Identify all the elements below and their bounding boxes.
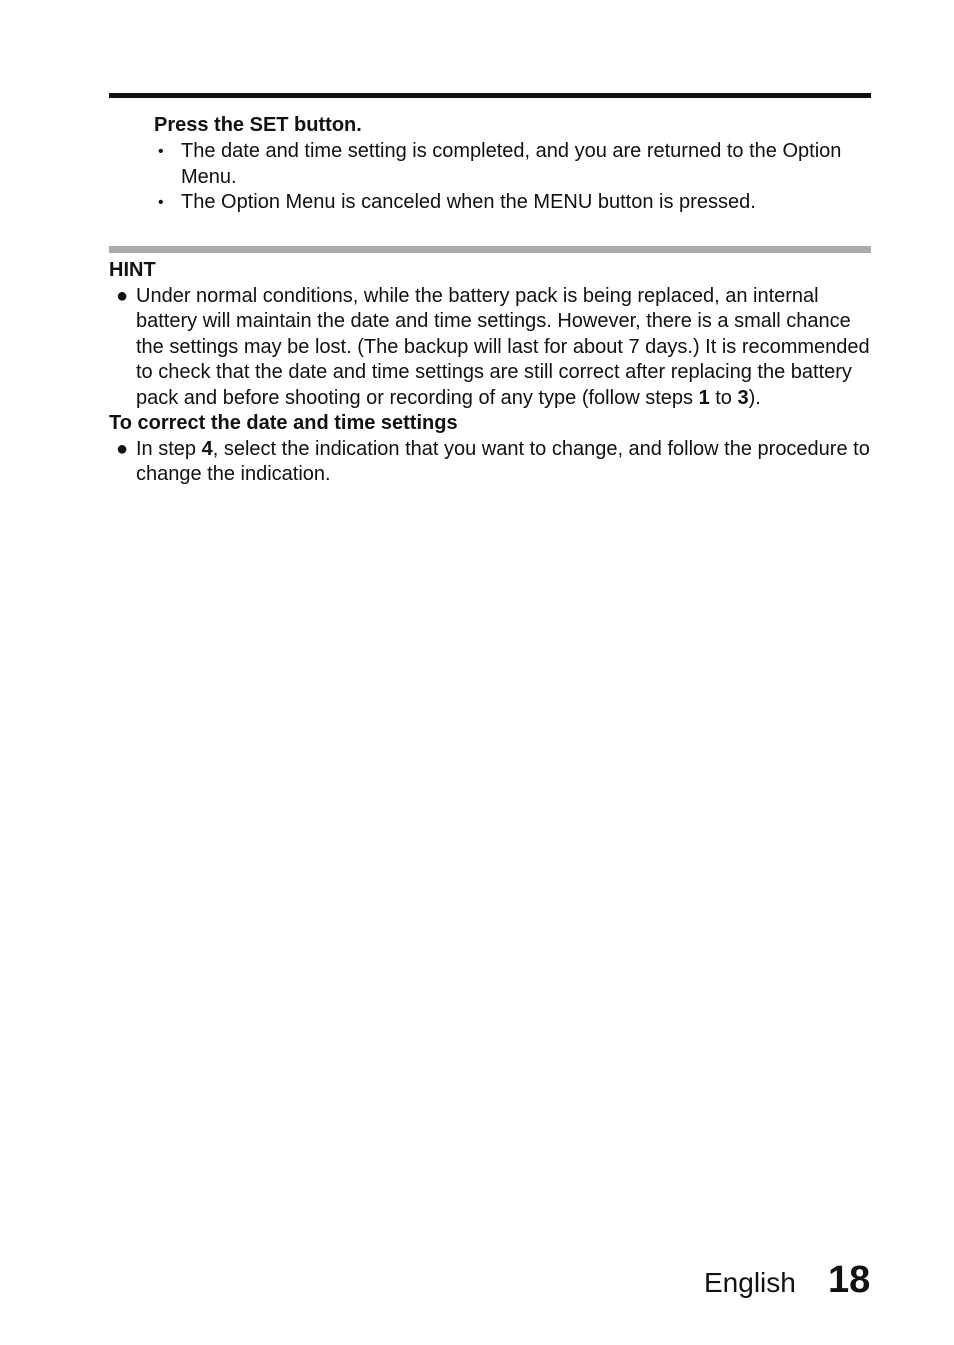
hint-title: HINT <box>109 259 156 281</box>
bullet-icon: ● <box>116 284 129 307</box>
page-number: 18 <box>828 1259 871 1301</box>
hint-section <box>109 258 874 488</box>
middle-dot-icon: • <box>158 143 164 160</box>
step-ref-to: 3 <box>737 386 749 409</box>
hint-text-a: Under normal conditions, while the battery pack is being replaced, an internal battery will maintain the date and time settings. However, there is a small chance the settings may be lost. (The backup will last for about 7 days.) It is recommended to check that the date and time settings are still correct after replacing the battery pack and before shooting or recording of any type (follow steps <box>136 284 870 409</box>
footer-language: English <box>704 1267 796 1298</box>
hint-text-b: to <box>709 386 738 409</box>
step-notes <box>154 139 854 216</box>
hint-rule <box>109 246 871 253</box>
hint-bullet <box>109 284 874 412</box>
step-note <box>154 139 854 190</box>
correct-settings-bullet <box>109 437 874 488</box>
correct-text-a: In step <box>136 437 202 460</box>
bullet-icon: ● <box>116 437 129 460</box>
step-note-text: The date and time setting is completed, and you are returned to the Option Menu. <box>181 140 842 188</box>
middle-dot-icon: • <box>158 194 164 211</box>
hint-text-c: ). <box>748 386 761 409</box>
correct-text-b: , select the indication that you want to change, and follow the procedure to change the indication. <box>136 437 870 485</box>
step-ref: 4 <box>201 437 213 460</box>
step-ref-from: 1 <box>698 386 710 409</box>
step-heading: Press the SET button. <box>154 114 362 136</box>
step-note <box>154 190 854 216</box>
correct-settings-title: To correct the date and time settings <box>109 412 458 434</box>
top-rule <box>109 93 871 98</box>
step-note-text: The Option Menu is canceled when the MENU button is pressed. <box>181 191 756 213</box>
